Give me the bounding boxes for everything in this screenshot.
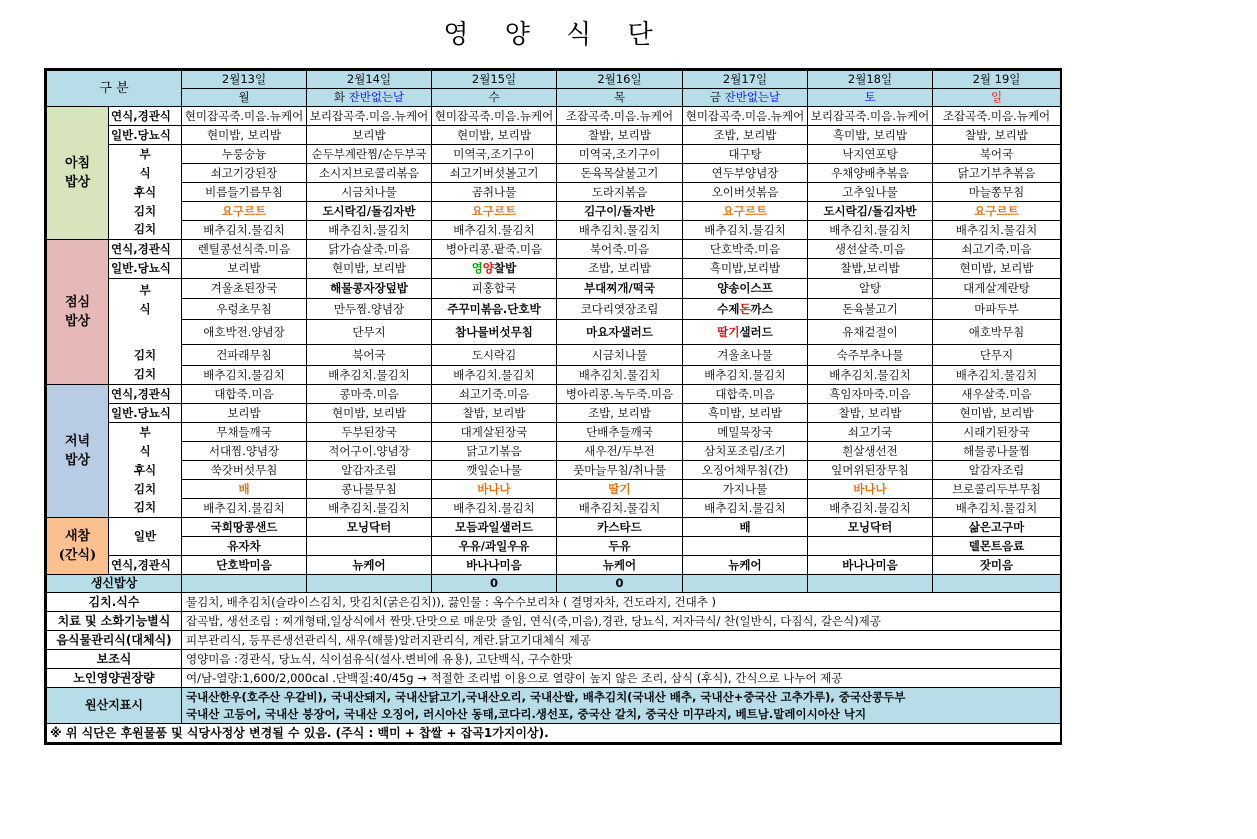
origin-label: 원산지표시 (47, 688, 182, 724)
lunch-row-label: 부 (109, 279, 182, 299)
breakfast-soft-cell: 조잡곡죽.미음.뉴케어 (557, 107, 683, 126)
breakfast-kimchi-cell: 배추김치.물김치 (307, 221, 432, 240)
lunch-kimchi-cell: 배추김치.물김치 (557, 366, 683, 385)
lunch-side_c-cell: 시금치나물 (557, 345, 683, 366)
dinner-side_b-cell: 쑥갓버섯무침 (182, 461, 307, 480)
dinner-kimchi-cell: 배추김치.물김치 (683, 499, 808, 518)
breakfast-row-label: 연식,경관식 (109, 107, 182, 126)
lunch-row-label (109, 320, 182, 345)
lunch-rice-cell: 조밥, 보리밥 (557, 259, 683, 279)
lunch-soft-cell: 단호박죽.미음 (683, 240, 808, 259)
snack-row-label: 연식,경관식 (109, 556, 182, 575)
origin-text (182, 688, 1061, 724)
snack-normal_a-cell: 모듬과일샐러드 (432, 518, 557, 537)
snack-soft-cell: 바나나미음 (432, 556, 557, 575)
dinner-soft-cell: 콩마죽.미음 (307, 385, 432, 404)
dinner-soup-cell: 대게살된장국 (432, 423, 557, 442)
lunch-side_a-cell: 마파두부 (933, 299, 1061, 320)
dinner-rice-cell: 찰밥, 보리밥 (432, 404, 557, 423)
dinner-dessert-cell: 브로콜리두부무침 (933, 480, 1061, 499)
menu-table-frame (44, 68, 1062, 745)
breakfast-rice-cell: 찰밥, 보리밥 (933, 126, 1061, 145)
lunch-soup-cell: 양송이스프 (683, 279, 808, 299)
birthday-cell (307, 575, 432, 593)
day-cell (432, 89, 557, 107)
lunch-soft-cell: 렌틸콩선식죽.미음 (182, 240, 307, 259)
breakfast-side_b-cell: 곰취나물 (432, 183, 557, 202)
birthday-cell: 0 (432, 575, 557, 593)
lunch-soft-cell: 병아리콩.팥죽.미음 (432, 240, 557, 259)
breakfast-soup-cell: 북어국 (933, 145, 1061, 164)
date-cell: 2월 19일 (933, 71, 1061, 89)
lunch-soup-cell: 알탕 (808, 279, 933, 299)
day-cell (182, 89, 307, 107)
lunch-side_b-cell: 단무지 (307, 320, 432, 345)
dinner-rice-cell: 보리밥 (182, 404, 307, 423)
breakfast-kimchi-cell: 배추김치.물김치 (933, 221, 1061, 240)
dinner-side_b-cell: 알감자조림 (307, 461, 432, 480)
rice-special-green: 영 (471, 261, 483, 275)
dinner-kimchi-cell: 배추김치.물김치 (432, 499, 557, 518)
breakfast-dessert-cell: 요구르트 (182, 202, 307, 221)
snack-normal_a-cell: 국희땅콩샌드 (182, 518, 307, 537)
breakfast-dessert-cell: 도시락김/돌김자반 (307, 202, 432, 221)
gubun-label: 구 분 (47, 71, 182, 107)
breakfast-row-label: 부 (109, 145, 182, 164)
lunch-side_a-cell (683, 299, 808, 320)
origin-line-1: 국내산한우(호주산 우갈비), 국내산돼지, 국내산닭고기,국내산오리, 국내산쌀, 배추김치(국내산 배추, 국내산+중국산 고추가루), 중국산콩두부 (186, 689, 906, 704)
dinner-rice-cell: 현미밥, 보리밥 (307, 404, 432, 423)
lunch-side_a-cell: 만두찜.양념장 (307, 299, 432, 320)
lunch-side_c-cell: 겨울초나물 (683, 345, 808, 366)
footnote: ※ 위 식단은 후원물품 및 식당사정상 변경될 수 있음. (주식 : 백미 + 찹쌀 + 잡곡1가지이상). (47, 724, 1061, 743)
snack-soft-cell: 뉴케어 (557, 556, 683, 575)
breakfast-side_a-cell: 닭고기부추볶음 (933, 164, 1061, 183)
breakfast-soft-cell: 조잡곡죽.미음.뉴케어 (933, 107, 1061, 126)
no-leftover-day-note: 잔반없는날 (724, 90, 781, 104)
birthday-cell (933, 575, 1061, 593)
info-text: 물김치, 배추김치(슬라이스김치, 맛김치(굵은김치)), 끓인물 : 옥수수보리차 ( 결명자차, 건도라지, 건대추 ) (182, 593, 1061, 612)
lunch-soft-cell: 닭가슴살죽.미음 (307, 240, 432, 259)
lunch-row-label: 김치 (109, 366, 182, 385)
dinner-meal-label: 저녁 밥상 (47, 385, 109, 518)
dinner-row-label: 연식,경관식 (109, 385, 182, 404)
lunch-soup-cell: 해물콩자장덮밥 (307, 279, 432, 299)
day-cell (808, 89, 933, 107)
breakfast-soup-cell: 순두부계란찜/순두부국 (307, 145, 432, 164)
breakfast-soup-cell: 낙지연포탕 (808, 145, 933, 164)
snack-soft-cell: 잣미음 (933, 556, 1061, 575)
lunch-soft-cell: 생선살죽.미음 (808, 240, 933, 259)
info-text: 잡곡밥, 생선조림 : 찌개형태,일상식에서 짠맛.단맛으로 매운맛 줄임, 연식(죽,미음),경관, 당뇨식, 저자극식/ 찬(일반식, 다짐식, 갈은식)제공 (182, 612, 1061, 631)
lunch-row-label: 김치 (109, 345, 182, 366)
cutlet-text: 수제 (717, 301, 740, 316)
dinner-side_a-cell: 흰살생선전 (808, 442, 933, 461)
snack-normal_a-cell: 모닝닥터 (808, 518, 933, 537)
snack-soft-cell: 뉴케어 (683, 556, 808, 575)
lunch-kimchi-cell: 배추김치.물김치 (933, 366, 1061, 385)
lunch-rice-cell: 현미밥, 보리밥 (933, 259, 1061, 279)
cutlet-text: 까스 (750, 301, 773, 316)
date-cell: 2월17일 (683, 71, 808, 89)
lunch-side_a-cell: 우렁초무침 (182, 299, 307, 320)
breakfast-side_a-cell: 소시지브로콜리볶음 (307, 164, 432, 183)
date-cell: 2월14일 (307, 71, 432, 89)
salad-red: 딸기 (717, 324, 740, 339)
dinner-dessert-cell: 배 (182, 480, 307, 499)
lunch-side_b-cell: 애호박전.양념장 (182, 320, 307, 345)
breakfast-soup-cell: 미역국,조기구이 (557, 145, 683, 164)
lunch-side_c-cell: 북어국 (307, 345, 432, 366)
snack-meal-label: 새참 (간식) (47, 518, 109, 575)
dinner-soup-cell: 두부된장국 (307, 423, 432, 442)
day-label: 일 (990, 90, 1003, 104)
lunch-side_b-cell: 참나물버섯무침 (432, 320, 557, 345)
snack-soft-cell: 뉴케어 (307, 556, 432, 575)
breakfast-side_a-cell: 연두부양념장 (683, 164, 808, 183)
dinner-side_b-cell: 깻잎순나물 (432, 461, 557, 480)
dinner-soft-cell: 대합죽.미음 (182, 385, 307, 404)
breakfast-dessert-cell: 김구이/돌자반 (557, 202, 683, 221)
dinner-row-label: 일반.당뇨식 (109, 404, 182, 423)
lunch-side_a-cell: 코다리엿장조림 (557, 299, 683, 320)
info-text: 여/남-열량:1,600/2,000cal .단백질:40/45g → 적절한 조리법 이용으로 열량이 높지 않은 조리, 삼식 (후식), 간식으로 나누어 제공 (182, 669, 1061, 688)
dinner-side_a-cell: 서대찜.양념장 (182, 442, 307, 461)
day-cell (683, 89, 808, 107)
breakfast-side_b-cell: 마늘쫑무침 (933, 183, 1061, 202)
lunch-side_b-cell: 마요자샐러드 (557, 320, 683, 345)
lunch-row-label: 식 (109, 299, 182, 320)
dinner-dessert-cell: 딸기 (557, 480, 683, 499)
breakfast-rice-cell: 현미밥, 보리밥 (432, 126, 557, 145)
snack-normal_b-cell (683, 537, 808, 556)
breakfast-rice-cell: 조밥, 보리밥 (683, 126, 808, 145)
lunch-kimchi-cell: 배추김치.물김치 (182, 366, 307, 385)
info-label: 치료 및 소화기능별식 (47, 612, 182, 631)
lunch-side_b-cell: 유채겉절이 (808, 320, 933, 345)
lunch-meal-label: 점심 밥상 (47, 240, 109, 385)
breakfast-side_b-cell: 고추잎나물 (808, 183, 933, 202)
breakfast-rice-cell: 흑미밥, 보리밥 (808, 126, 933, 145)
dinner-row-label: 김치 (109, 480, 182, 499)
dinner-side_a-cell: 새우전/두부전 (557, 442, 683, 461)
day-label: 화 (333, 90, 345, 104)
cutlet-red: 돈 (739, 301, 751, 316)
breakfast-dessert-cell: 요구르트 (432, 202, 557, 221)
info-label: 음식물관리식(대체식) (47, 631, 182, 650)
breakfast-soup-cell: 누룽숭늉 (182, 145, 307, 164)
snack-soft-cell: 바나나미음 (808, 556, 933, 575)
lunch-side_c-cell: 건파래무침 (182, 345, 307, 366)
breakfast-side_a-cell: 쇠고기강된장 (182, 164, 307, 183)
lunch-row-label: 연식,경관식 (109, 240, 182, 259)
lunch-soft-cell: 북어죽.미음 (557, 240, 683, 259)
salad-text: 샐러드 (739, 324, 773, 339)
dinner-soup-cell: 단배추들깨국 (557, 423, 683, 442)
snack-normal_b-cell: 델몬트음료 (933, 537, 1061, 556)
breakfast-dessert-cell: 도시락김/돌김자반 (808, 202, 933, 221)
breakfast-row-label: 식 (109, 164, 182, 183)
dinner-kimchi-cell: 배추김치.물김치 (557, 499, 683, 518)
dinner-kimchi-cell: 배추김치.물김치 (307, 499, 432, 518)
snack-normal_a-cell: 삶은고구마 (933, 518, 1061, 537)
lunch-soup-cell: 부대찌개/떡국 (557, 279, 683, 299)
rice-special-text: 찰밥 (494, 261, 517, 275)
birthday-cell (182, 575, 307, 593)
birthday-cell (683, 575, 808, 593)
dinner-dessert-cell: 가지나물 (683, 480, 808, 499)
dinner-side_a-cell: 닭고기볶음 (432, 442, 557, 461)
dinner-kimchi-cell: 배추김치.물김치 (808, 499, 933, 518)
day-cell (933, 89, 1061, 107)
origin-line-2: 국내산 고등어, 국내산 붕장어, 국내산 오징어, 러시아산 동태,코다리.생선포, 중국산 갈치, 중국산 미꾸라지, 베트남.말레이시아산 낙지 (186, 706, 867, 721)
lunch-side_b-cell: 애호박무침 (933, 320, 1061, 345)
dinner-soup-cell: 시래기된장국 (933, 423, 1061, 442)
dinner-kimchi-cell: 배추김치.물김치 (182, 499, 307, 518)
lunch-side_c-cell: 단무지 (933, 345, 1061, 366)
breakfast-soft-cell: 현미잡곡죽.미음.뉴케어 (182, 107, 307, 126)
snack-normal_b-cell: 우유/과일우유 (432, 537, 557, 556)
rice-special-red: 양 (482, 261, 494, 275)
lunch-side_c-cell: 도시락김 (432, 345, 557, 366)
dinner-row-label: 부 (109, 423, 182, 442)
breakfast-side_b-cell: 비름들기름무침 (182, 183, 307, 202)
day-label: 금 (709, 90, 721, 104)
snack-normal_b-cell: 유자차 (182, 537, 307, 556)
breakfast-soft-cell: 보리잡곡죽.미음.뉴케어 (808, 107, 933, 126)
lunch-soft-cell: 쇠고기죽.미음 (933, 240, 1061, 259)
breakfast-side_b-cell: 오이버섯볶음 (683, 183, 808, 202)
dinner-side_b-cell: 잎머위된장무침 (808, 461, 933, 480)
day-label: 월 (238, 90, 250, 104)
info-label: 노인영양권장량 (47, 669, 182, 688)
breakfast-side_a-cell: 쇠고기버섯볼고기 (432, 164, 557, 183)
lunch-side_c-cell: 숙주부추나물 (808, 345, 933, 366)
snack-row-label: 일반 (109, 518, 182, 556)
breakfast-soup-cell: 대구탕 (683, 145, 808, 164)
lunch-rice-cell: 흑미밥,보리밥 (683, 259, 808, 279)
dinner-side_a-cell: 적어구이.양념장 (307, 442, 432, 461)
breakfast-row-label: 후식 (109, 183, 182, 202)
dinner-rice-cell: 조밥, 보리밥 (557, 404, 683, 423)
snack-normal_a-cell: 카스타드 (557, 518, 683, 537)
lunch-soup-cell: 대게살계란탕 (933, 279, 1061, 299)
lunch-kimchi-cell: 배추김치.물김치 (307, 366, 432, 385)
dinner-dessert-cell: 바나나 (808, 480, 933, 499)
snack-normal_b-cell (808, 537, 933, 556)
breakfast-kimchi-cell: 배추김치.물김치 (683, 221, 808, 240)
dinner-soft-cell: 새우살죽.미음 (933, 385, 1061, 404)
lunch-rice-cell: 현미밥, 보리밥 (307, 259, 432, 279)
breakfast-side_b-cell: 시금치나물 (307, 183, 432, 202)
lunch-rice-cell (432, 259, 557, 279)
breakfast-kimchi-cell: 배추김치.물김치 (808, 221, 933, 240)
dinner-side_b-cell: 오징어채무침(간) (683, 461, 808, 480)
birthday-cell (808, 575, 933, 593)
dinner-soup-cell: 무채들깨국 (182, 423, 307, 442)
breakfast-row-label: 일반.당뇨식 (109, 126, 182, 145)
dinner-row-label: 후식 (109, 461, 182, 480)
dinner-dessert-cell: 콩나물무침 (307, 480, 432, 499)
dinner-dessert-cell: 바나나 (432, 480, 557, 499)
menu-table (46, 70, 1061, 743)
no-leftover-day-note: 잔반없는날 (348, 90, 405, 104)
info-label: 김치.식수 (47, 593, 182, 612)
date-cell: 2월18일 (808, 71, 933, 89)
snack-normal_b-cell (307, 537, 432, 556)
breakfast-meal-label: 아침 밥상 (47, 107, 109, 240)
breakfast-soft-cell: 보리잡곡죽.미음.뉴케어 (307, 107, 432, 126)
info-text: 영양미음 :경관식, 당뇨식, 식이섬유식(설사.변비에 유용), 고단백식, 구수한맛 (182, 650, 1061, 669)
dinner-rice-cell: 현미밥, 보리밥 (933, 404, 1061, 423)
dinner-side_b-cell: 풋마늘무침/취나물 (557, 461, 683, 480)
breakfast-dessert-cell: 요구르트 (933, 202, 1061, 221)
lunch-kimchi-cell: 배추김치.물김치 (683, 366, 808, 385)
breakfast-dessert-cell: 요구르트 (683, 202, 808, 221)
breakfast-kimchi-cell: 배추김치.물김치 (182, 221, 307, 240)
snack-normal_a-cell: 모닝닥터 (307, 518, 432, 537)
dinner-kimchi-cell: 배추김치.물김치 (933, 499, 1061, 518)
breakfast-rice-cell: 보리밥 (307, 126, 432, 145)
dinner-soft-cell: 대합죽.미음 (683, 385, 808, 404)
breakfast-soup-cell: 미역국,조기구이 (432, 145, 557, 164)
breakfast-kimchi-cell: 배추김치.물김치 (557, 221, 683, 240)
breakfast-row-label: 김치 (109, 202, 182, 221)
dinner-rice-cell: 흑미밥, 보리밥 (683, 404, 808, 423)
breakfast-side_a-cell: 돈육목살불고기 (557, 164, 683, 183)
breakfast-row-label: 김치 (109, 221, 182, 240)
day-cell (557, 89, 683, 107)
snack-soft-cell: 단호박미음 (182, 556, 307, 575)
lunch-rice-cell: 찰밥,보리밥 (808, 259, 933, 279)
lunch-soup-cell: 피홍합국 (432, 279, 557, 299)
date-cell: 2월16일 (557, 71, 683, 89)
date-cell: 2월15일 (432, 71, 557, 89)
snack-normal_a-cell: 배 (683, 518, 808, 537)
info-text: 피부관리식, 등푸른생선관리식, 새우(해물)알러지관리식, 계란.닭고기대체식 제공 (182, 631, 1061, 650)
breakfast-kimchi-cell: 배추김치.물김치 (432, 221, 557, 240)
breakfast-side_a-cell: 우채양배추볶음 (808, 164, 933, 183)
dinner-soft-cell: 흑임자마죽.미음 (808, 385, 933, 404)
dinner-soft-cell: 병아리콩.녹두죽.미음 (557, 385, 683, 404)
breakfast-soft-cell: 현미잡곡죽.미음.뉴케어 (432, 107, 557, 126)
lunch-side_a-cell: 돈육불고기 (808, 299, 933, 320)
lunch-side_a-cell: 주꾸미볶음.단호박 (432, 299, 557, 320)
day-cell (307, 89, 432, 107)
dinner-rice-cell: 찰밥, 보리밥 (808, 404, 933, 423)
birthday-label: 생신밥상 (47, 575, 182, 593)
breakfast-rice-cell: 찰밥, 보리밥 (557, 126, 683, 145)
lunch-kimchi-cell: 배추김치.물김치 (432, 366, 557, 385)
date-cell: 2월13일 (182, 71, 307, 89)
day-label: 목 (613, 90, 626, 104)
dinner-soup-cell: 메밀묵장국 (683, 423, 808, 442)
birthday-cell: 0 (557, 575, 683, 593)
lunch-rice-cell: 보리밥 (182, 259, 307, 279)
day-label: 토 (864, 90, 876, 104)
day-label: 수 (488, 90, 500, 104)
lunch-side_b-cell (683, 320, 808, 345)
lunch-row-label: 일반.당뇨식 (109, 259, 182, 279)
snack-normal_b-cell: 두유 (557, 537, 683, 556)
dinner-soft-cell: 쇠고기죽.미음 (432, 385, 557, 404)
lunch-kimchi-cell: 배추김치.물김치 (808, 366, 933, 385)
info-label: 보조식 (47, 650, 182, 669)
dinner-soup-cell: 쇠고기국 (808, 423, 933, 442)
dinner-row-label: 식 (109, 442, 182, 461)
dinner-side_b-cell: 알감자조림 (933, 461, 1061, 480)
page-title: 영 양 식 단 (443, 20, 667, 50)
breakfast-soft-cell: 현미잡곡죽.미음.뉴케어 (683, 107, 808, 126)
dinner-side_a-cell: 삼치포조림/조기 (683, 442, 808, 461)
dinner-row-label: 김치 (109, 499, 182, 518)
breakfast-rice-cell: 현미밥, 보리밥 (182, 126, 307, 145)
lunch-soup-cell: 겨울초된장국 (182, 279, 307, 299)
dinner-side_a-cell: 해물콩나물찜 (933, 442, 1061, 461)
breakfast-side_b-cell: 도라지볶음 (557, 183, 683, 202)
